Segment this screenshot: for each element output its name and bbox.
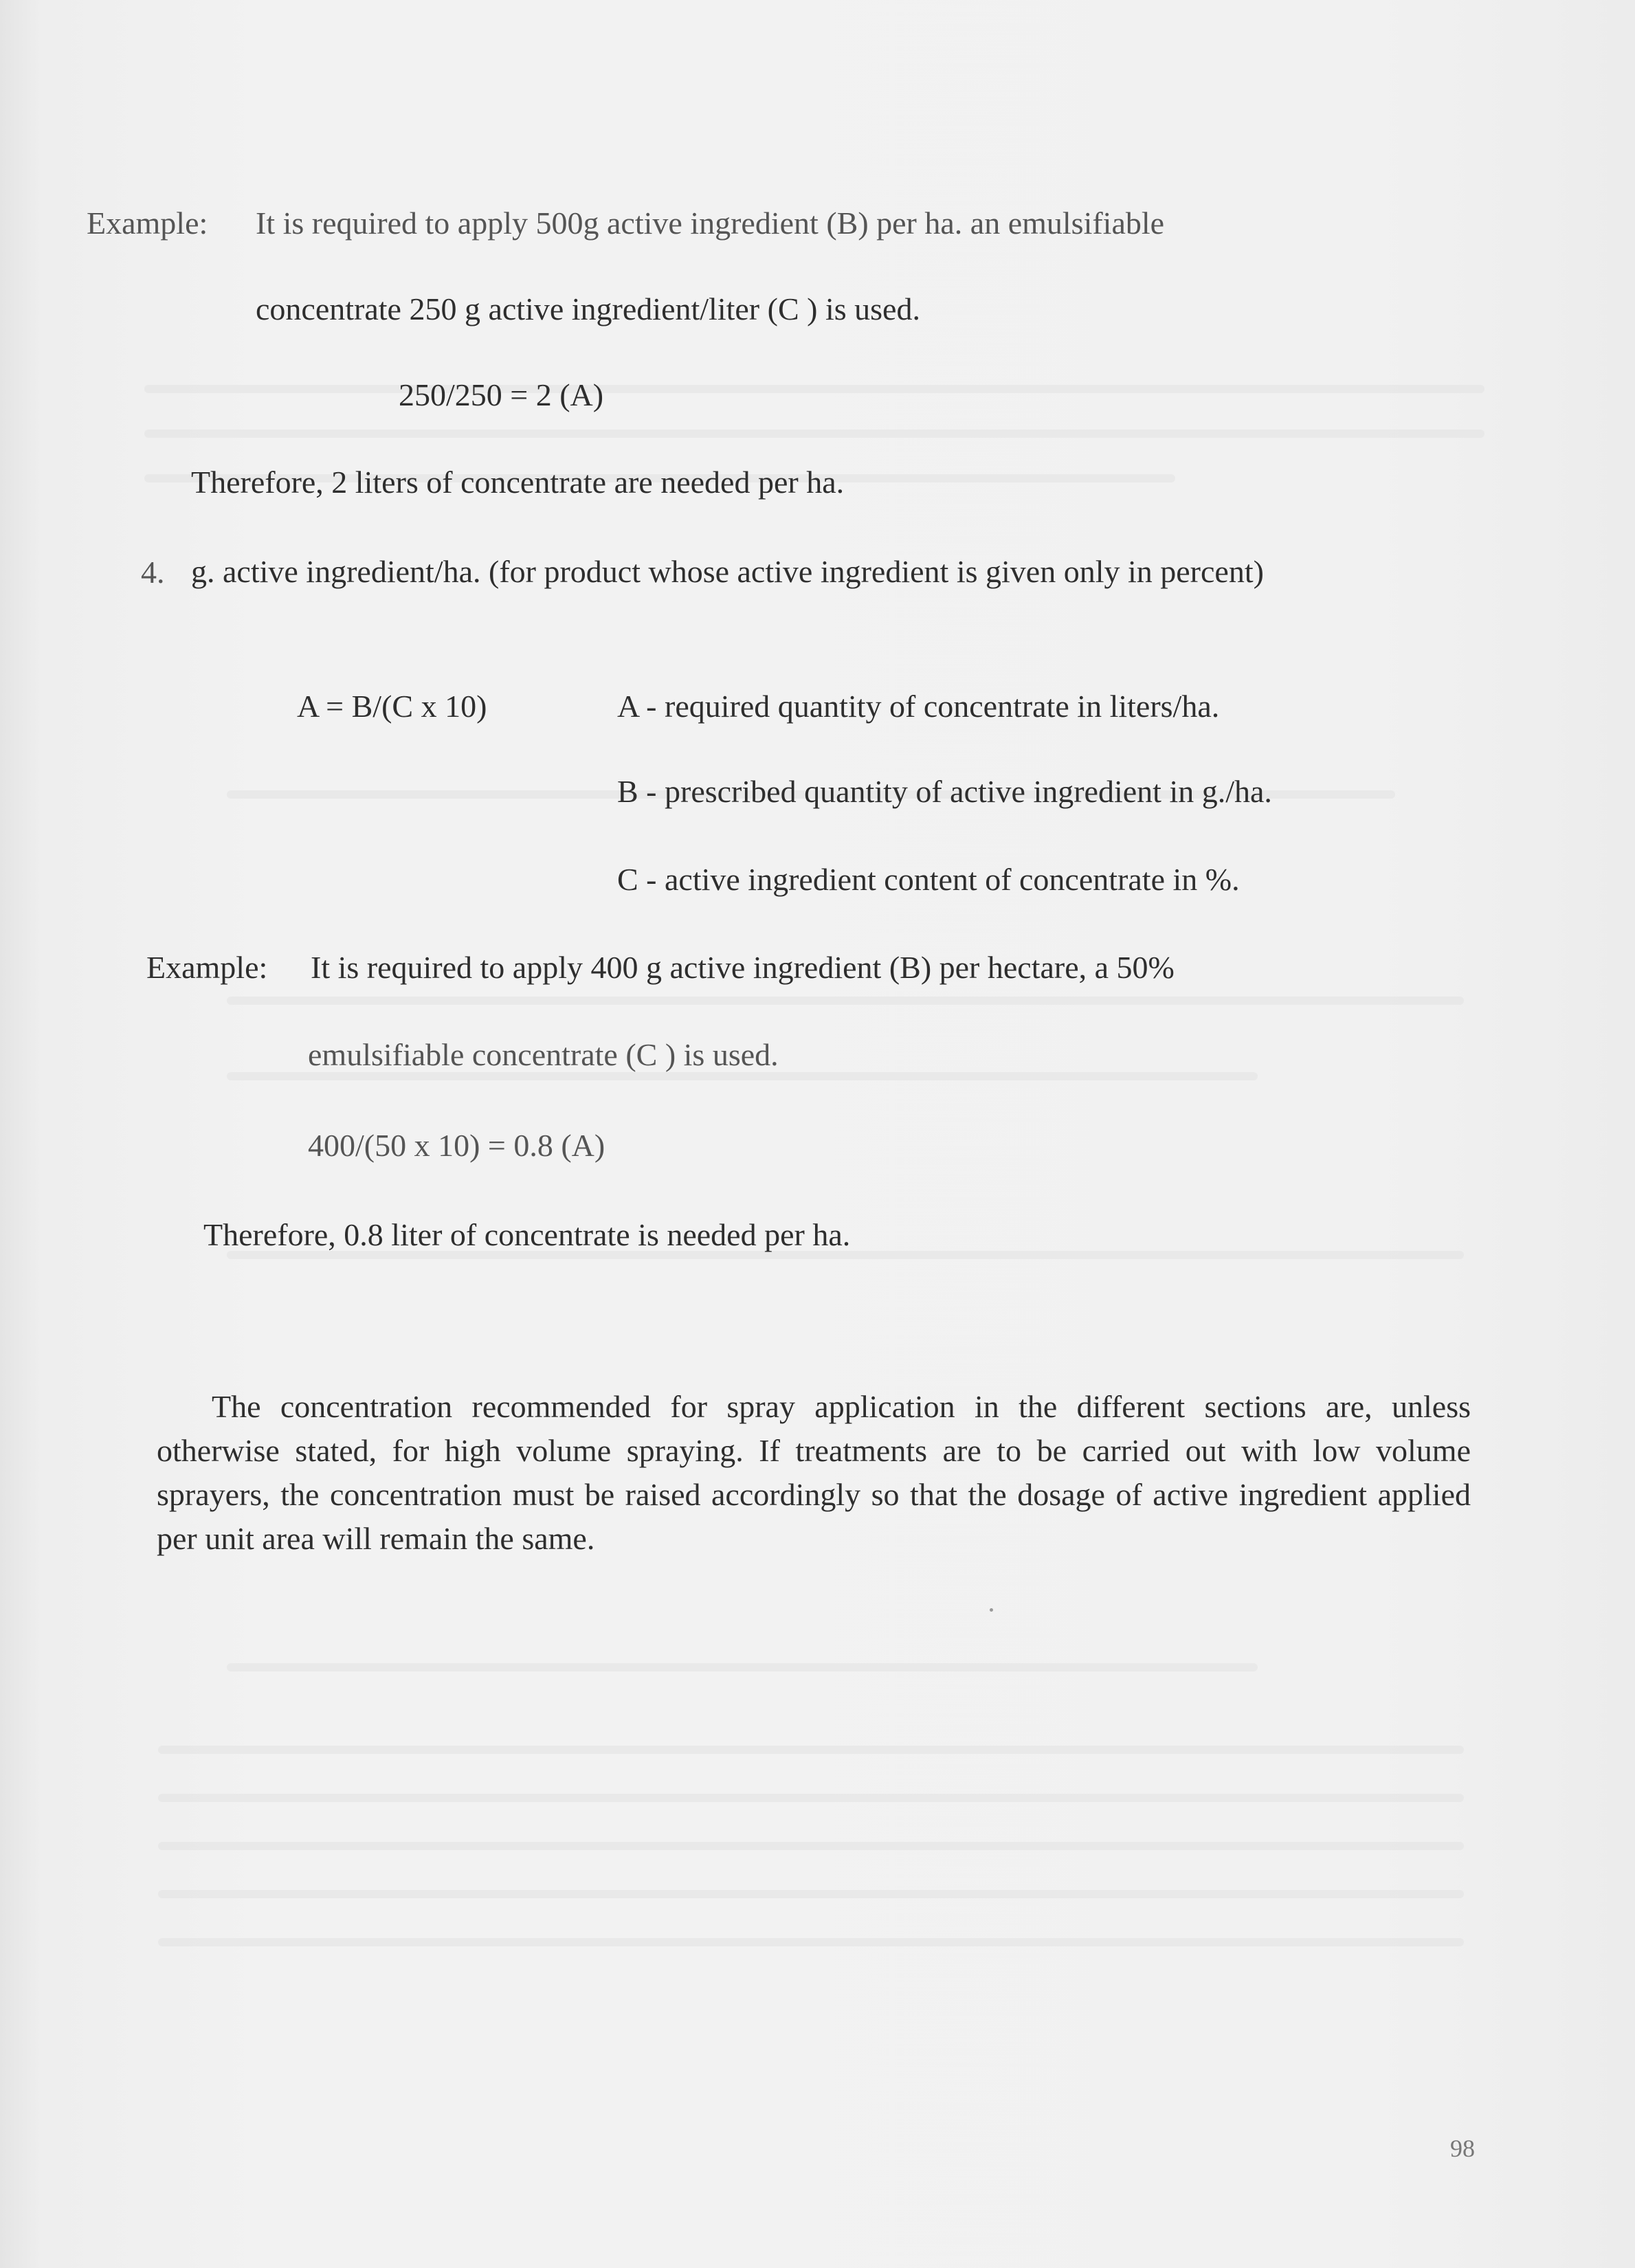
example2-line2: emulsifiable concentrate (C ) is used. — [308, 1037, 779, 1072]
bleed-through-line — [227, 1663, 1258, 1671]
example1-line1: It is required to apply 500g active ingredient (B) per ha. an emulsifiable — [256, 205, 1165, 241]
legend-item-c: C - active ingredient content of concentrate in %. — [617, 862, 1240, 897]
legend-item-a: A - required quantity of concentrate in liters/ha. — [617, 689, 1220, 724]
scan-speck — [990, 1608, 993, 1612]
formula: A = B/(C x 10) — [297, 689, 487, 724]
bleed-through-line — [158, 1746, 1464, 1754]
example2-conclusion: Therefore, 0.8 liter of concentrate is needed per ha. — [203, 1217, 851, 1252]
example2-line1: It is required to apply 400 g active ingredient (B) per hectare, a 50% — [311, 950, 1175, 985]
example2-calculation: 400/(50 x 10) = 0.8 (A) — [308, 1128, 605, 1163]
bleed-through-line — [227, 997, 1464, 1005]
example1-label: Example: — [87, 205, 208, 241]
item4-number: 4. — [141, 555, 165, 590]
example1-line2: concentrate 250 g active ingredient/liter (C ) is used. — [256, 291, 920, 326]
bleed-through-line — [158, 1890, 1464, 1898]
bleed-through-line — [144, 430, 1484, 438]
bleed-through-line — [158, 1938, 1464, 1946]
example1-conclusion: Therefore, 2 liters of concentrate are needed per ha. — [191, 465, 845, 500]
page-number: 98 — [1450, 2135, 1475, 2162]
legend-item-b: B - prescribed quantity of active ingredient in g./ha. — [617, 774, 1272, 809]
bleed-through-line — [144, 385, 1484, 393]
item4-heading: g. active ingredient/ha. (for product whose active ingredient is given only in percent) — [191, 554, 1264, 589]
example2-label: Example: — [146, 950, 268, 985]
bleed-through-line — [158, 1842, 1464, 1850]
closing-paragraph: The concentration recommended for spray application in the different sections are, unless otherwise stated, for high volume spraying. If treatments are to be carried out with low volume sprayers, the concentration must be raised accordingly so that the dosage of active ingredient applied per unit area will remain the same. — [157, 1389, 1471, 1556]
example1-calculation: 250/250 = 2 (A) — [399, 377, 604, 412]
bleed-through-line — [158, 1794, 1464, 1802]
